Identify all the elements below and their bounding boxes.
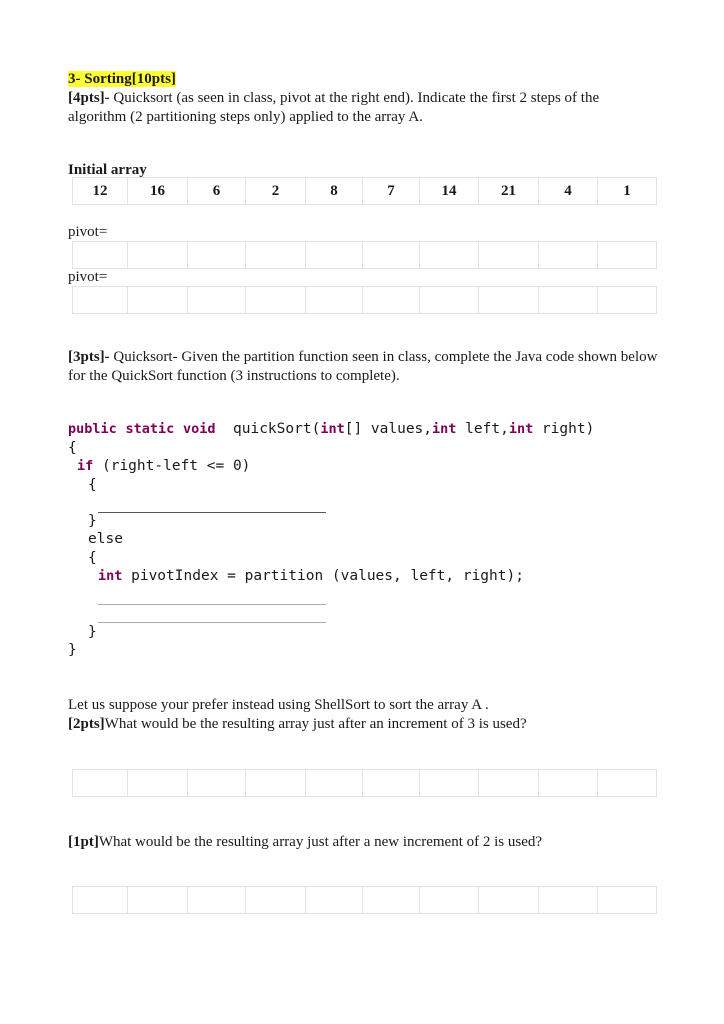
answer-cell[interactable]	[73, 770, 128, 797]
answer-cell[interactable]	[306, 887, 363, 914]
answer-row[interactable]	[73, 242, 657, 269]
answer-cell[interactable]	[73, 287, 128, 314]
initial-array-table	[72, 177, 657, 205]
question-3-points: [2pts]	[68, 716, 105, 732]
answer-cell[interactable]	[73, 242, 128, 269]
code-keyword: static	[125, 421, 175, 437]
array-cell: 8	[306, 178, 363, 205]
code-keyword: public	[68, 421, 117, 437]
answer-cell[interactable]	[188, 242, 246, 269]
question-3-intro: Let us suppose your prefer instead using ShellSort to sort the array A .	[68, 697, 489, 713]
pivot-step-1-table[interactable]	[72, 241, 657, 269]
answer-cell[interactable]	[246, 887, 306, 914]
answer-cell[interactable]	[306, 242, 363, 269]
pivot-step-2-table[interactable]	[72, 286, 657, 314]
array-cell: 16	[128, 178, 188, 205]
code-else: else	[88, 531, 123, 547]
question-1	[68, 89, 658, 127]
initial-array-row	[73, 178, 657, 205]
answer-cell[interactable]	[246, 242, 306, 269]
answer-cell[interactable]	[420, 887, 479, 914]
code-close-brace-3: }	[88, 624, 97, 640]
code-keyword: void	[183, 421, 216, 437]
answer-cell[interactable]	[598, 887, 657, 914]
answer-cell[interactable]	[363, 887, 420, 914]
code-text: left,	[456, 421, 509, 437]
answer-cell[interactable]	[598, 242, 657, 269]
code-blank-line-1[interactable]	[98, 512, 326, 513]
array-cell: 6	[188, 178, 246, 205]
section-title	[68, 70, 176, 89]
answer-cell[interactable]	[539, 887, 598, 914]
answer-cell[interactable]	[128, 287, 188, 314]
shellsort-increment-3-table[interactable]	[72, 769, 657, 797]
code-keyword: int	[508, 421, 534, 437]
code-text: quickSort(	[233, 421, 321, 437]
code-open-brace: {	[68, 440, 77, 456]
section-title-text: 3- Sorting[10pts]	[68, 71, 176, 87]
question-4-points: [1pt]	[68, 834, 99, 850]
answer-cell[interactable]	[363, 770, 420, 797]
answer-cell[interactable]	[479, 887, 539, 914]
code-text: right)	[533, 421, 595, 437]
array-cell: 14	[420, 178, 479, 205]
code-keyword: if	[77, 458, 94, 474]
code-partition-line	[98, 568, 524, 584]
code-open-brace-3: {	[88, 550, 97, 566]
answer-cell[interactable]	[598, 287, 657, 314]
question-2	[68, 348, 658, 386]
answer-cell[interactable]	[188, 887, 246, 914]
array-cell: 12	[73, 178, 128, 205]
question-3	[68, 696, 658, 734]
answer-cell[interactable]	[539, 287, 598, 314]
pivot-label-1: pivot=	[68, 224, 108, 240]
code-blank-line-2[interactable]	[98, 604, 326, 605]
answer-row[interactable]	[73, 770, 657, 797]
question-4	[68, 833, 658, 852]
answer-cell[interactable]	[363, 287, 420, 314]
code-close-brace-2: }	[88, 513, 97, 529]
code-keyword: int	[432, 421, 457, 437]
answer-cell[interactable]	[128, 887, 188, 914]
answer-cell[interactable]	[420, 287, 479, 314]
initial-array-label: Initial array	[68, 162, 147, 178]
array-cell: 21	[479, 178, 539, 205]
answer-cell[interactable]	[306, 287, 363, 314]
answer-cell[interactable]	[73, 887, 128, 914]
answer-cell[interactable]	[188, 287, 246, 314]
answer-cell[interactable]	[598, 770, 657, 797]
code-text: (right-left <= 0)	[93, 458, 251, 474]
answer-cell[interactable]	[246, 287, 306, 314]
answer-cell[interactable]	[420, 242, 479, 269]
answer-cell[interactable]	[128, 242, 188, 269]
answer-cell[interactable]	[188, 770, 246, 797]
question-4-text: What would be the resulting array just after a new increment of 2 is used?	[98, 834, 543, 850]
answer-cell[interactable]	[420, 770, 479, 797]
code-text: pivotIndex = partition (values, left, right);	[122, 568, 524, 584]
answer-cell[interactable]	[479, 770, 539, 797]
pivot-label-2: pivot=	[68, 269, 108, 285]
code-blank-line-3[interactable]	[98, 622, 326, 623]
answer-cell[interactable]	[128, 770, 188, 797]
shellsort-increment-2-table[interactable]	[72, 886, 657, 914]
code-close-brace: }	[68, 642, 77, 658]
code-keyword: int	[320, 421, 345, 437]
code-signature-line	[68, 421, 594, 437]
code-if-line	[77, 458, 250, 474]
answer-cell[interactable]	[479, 287, 539, 314]
code-text: [] values,	[344, 421, 433, 437]
answer-row[interactable]	[73, 287, 657, 314]
answer-row[interactable]	[73, 887, 657, 914]
question-3-text: What would be the resulting array just after an increment of 3 is used?	[104, 716, 527, 732]
question-2-points: [3pts]-	[68, 349, 110, 365]
question-2-text: Quicksort- Given the partition function seen in class, complete the Java code shown below for the QuickSort function (3 instructions to complete).	[68, 349, 658, 384]
question-1-text: Quicksort (as seen in class, pivot at the right end). Indicate the first 2 steps of the algorithm (2 partitioning steps only) applied to the array A.	[68, 90, 600, 125]
answer-cell[interactable]	[539, 242, 598, 269]
array-cell: 2	[246, 178, 306, 205]
array-cell: 7	[363, 178, 420, 205]
code-open-brace-2: {	[88, 477, 97, 493]
answer-cell[interactable]	[306, 770, 363, 797]
array-cell: 1	[598, 178, 657, 205]
answer-cell[interactable]	[246, 770, 306, 797]
answer-cell[interactable]	[363, 242, 420, 269]
answer-cell[interactable]	[479, 242, 539, 269]
question-1-points: [4pts]-	[68, 90, 110, 106]
answer-cell[interactable]	[539, 770, 598, 797]
array-cell: 4	[539, 178, 598, 205]
code-keyword: int	[98, 568, 123, 584]
